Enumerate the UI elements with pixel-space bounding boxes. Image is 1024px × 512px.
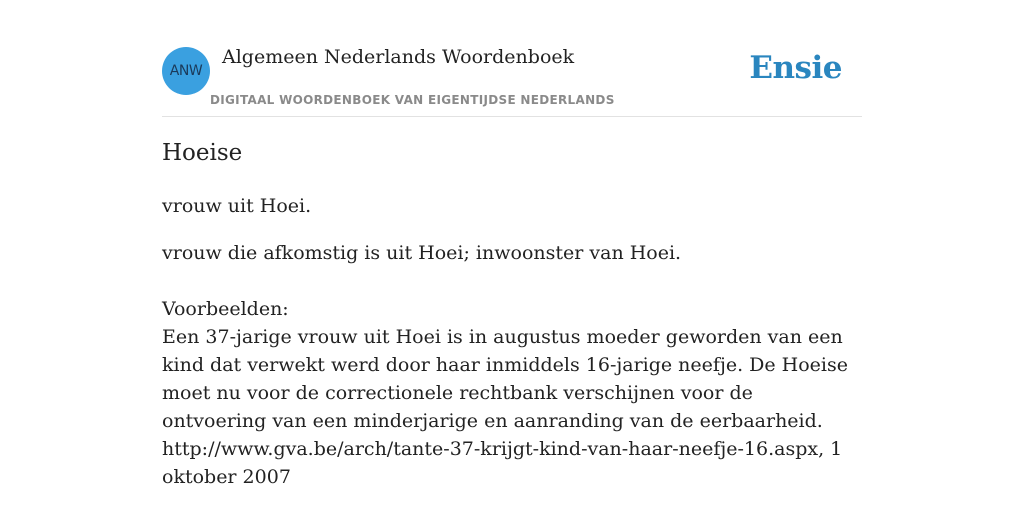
page-title: Hoeise — [162, 140, 243, 166]
logo-text: ANW — [169, 63, 203, 79]
ensie-brand-logo[interactable]: Ensie — [749, 50, 842, 86]
full-definition: vrouw die afkomstig is uit Hoei; inwoonster van Hoei. — [162, 242, 682, 264]
short-definition: vrouw uit Hoei. — [162, 195, 312, 217]
example-source: http://www.gva.be/arch/tante-37-krijgt-kind-van-haar-neefje-16.aspx, 1 oktober 2007 — [162, 438, 843, 488]
examples-section — [162, 295, 862, 491]
page-content — [162, 0, 862, 488]
anw-logo[interactable] — [162, 47, 210, 95]
site-subtitle: DIGITAAL WOORDENBOEK VAN EIGENTIJDSE NEDERLANDS — [210, 93, 615, 107]
site-header — [162, 0, 862, 117]
site-title[interactable]: Algemeen Nederlands Woordenboek — [222, 46, 575, 68]
example-text: Een 37-jarige vrouw uit Hoei is in augustus moeder geworden van een kind dat verwekt werd door haar inmiddels 16-jarige neefje. De Hoeise moet nu voor de correctionele rechtbank verschijnen voor de ontvoering van een minderjarige en aanranding van de eerbaarheid. — [162, 326, 848, 432]
examples-label: Voorbeelden: — [162, 298, 289, 320]
